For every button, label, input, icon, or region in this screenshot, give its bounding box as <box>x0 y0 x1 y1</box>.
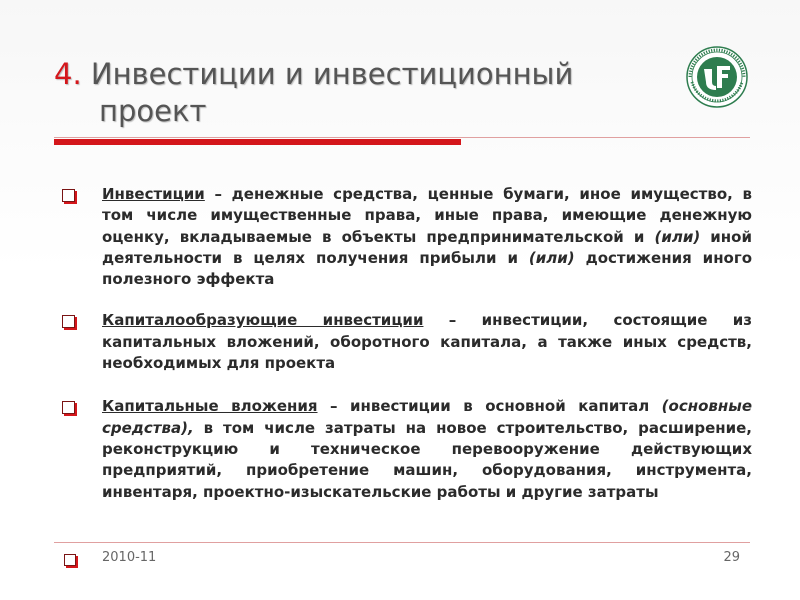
title-divider-thin <box>54 137 750 138</box>
list-item <box>62 396 752 502</box>
page-number: 29 <box>723 550 740 565</box>
footer-date: 2010-11 <box>102 550 157 565</box>
definition-text: иной деятельности в целях получения прибыли и <box>102 227 752 267</box>
list-item <box>62 184 752 290</box>
list-item <box>62 310 752 374</box>
definition-italic: (основные средства), <box>102 397 752 437</box>
slide-title <box>54 56 654 130</box>
definition-text: достижения иного полезного эффекта <box>102 248 752 289</box>
term: Капитальные вложения <box>102 397 318 416</box>
term: Инвестиции <box>102 185 205 203</box>
square-bullet-icon <box>62 189 75 202</box>
title-number: 4. <box>54 57 82 91</box>
title-line-2: проект <box>99 94 207 128</box>
term: Капиталообразующие инвестиции <box>102 311 424 330</box>
title-divider-accent <box>54 139 461 145</box>
title-line-1: Инвестиции и инвестиционный <box>90 57 574 91</box>
definition-text: – инвестиции, состоящие из капитальных вложений, оборотного капитала, а также иных средств, необходимых для проекта <box>102 311 753 373</box>
definition-text: – инвестиции в основной капитал <box>317 397 662 416</box>
square-bullet-icon <box>62 401 75 414</box>
content-list <box>62 184 752 523</box>
definition-italic: (или) <box>654 227 701 246</box>
square-bullet-icon <box>62 315 75 328</box>
university-seal-icon <box>686 46 748 108</box>
definition-text: – денежные средства, ценные бумаги, иное имущество, в том числе имущественные права, иные права, имеющие денежную оценку, вкладываемые в объекты предпринимательской и <box>102 185 752 246</box>
footer-divider <box>54 542 750 543</box>
definition-italic: (или) <box>528 248 575 267</box>
square-bullet-icon <box>64 554 76 566</box>
definition-text: в том числе затраты на новое строительство, расширение, реконструкцию и техническое перевооружение действующих предприятий, приобретение машин, оборудования, инструмента, инвентаря, проектно-изыскательские работы и другие затраты <box>102 418 752 501</box>
